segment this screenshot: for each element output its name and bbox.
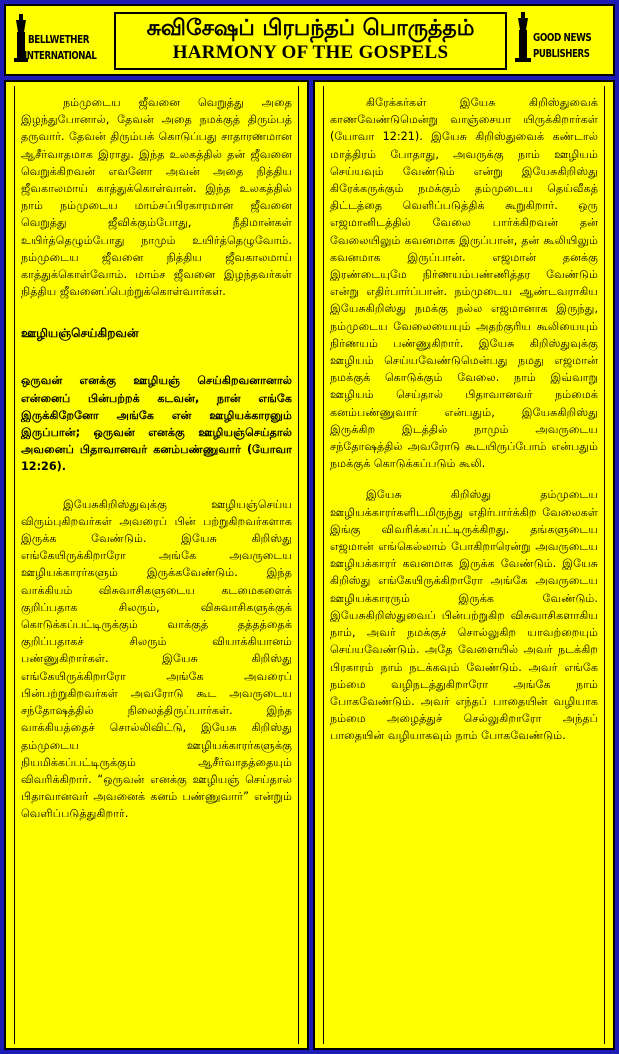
title-english: HARMONY OF THE GOSPELS [172, 42, 449, 63]
title-box [114, 12, 507, 70]
right-column [313, 80, 615, 1050]
logo-right-line1: GOOD NEWS [533, 31, 592, 44]
logo-left-line1: BELLWETHER [28, 33, 90, 46]
scripture-quote: ஒருவன் எனக்கு ஊழியஞ் செய்கிறவனானால் என்னைப் பின்பற்றக் கடவன், நான் எங்கே இருக்கிறேனோ அங்கே என் ஊழியக்காரனும் இருப்பான்; ஒருவன் எனக்கு ஊழியஞ்செய்தால் அவனைப் பிதாவானவர் கனம்பண்ணுவார் (யோவா 12:26). [21, 374, 292, 474]
logo-right-line2: PUBLISHERS [533, 47, 590, 60]
section-heading: ஊழியஞ்செய்கிறவன் [21, 326, 139, 341]
right-paragraph-2: இயேசு கிறிஸ்து தம்முடைய ஊழியக்காரர்களிடமிருந்து எதிர்பார்க்கிற வேலைகள் இங்கு விவரிக்கப்பட்டிருக்கிறது. தங்களுடைய எஜமான் எங்கெல்லாம் போகிறாரென்று அவருடைய ஊழியக்காரர் கவனமாக இருக்க வேண்டும். இயேசு கிறிஸ்து எங்கேயிருக்கிறாரோ அங்கே அவருடைய ஊழியக்காரரும் இருக்க வேண்டும். இயேசுகிறிஸ்துவைப் பின்பற்றுகிற விசுவாசிகளாகிய நாம், அவர் நமக்குச் சொல்லுகிற யாவற்றையும் செய்யவேண்டும். அதே வேளையில் அவர் நடக்கிற பிரகாரம் நாம் நடக்கவும் வேண்டும். அவர் எங்கே நம்மை வழிநடத்துகிறாரோ அங்கே நாம் போகவேண்டும். அவர் எந்தப் பாதையின் வழியாக நம்மை அழைத்துச் செல்லுகிறாரோ அந்தப் பாதையின் வழியாகவும் நாம் போகவேண்டும். [330, 488, 598, 743]
logo-left-line2: INTERNATIONAL [24, 49, 97, 62]
tower-icon [515, 12, 531, 64]
left-column [4, 80, 309, 1050]
right-column-inner [323, 86, 605, 1044]
right-paragraph-1: கிரேக்கர்கள் இயேசு கிறிஸ்துவைக் காணவேண்டுமென்று வாஞ்சையா யிருக்கிறார்கள் (யோவா 12:21). இயேசு கிறிஸ்துவைக் கண்டால் மாத்திரம் போதாது, அவருக்கு நாம் ஊழியம் செய்யவும் வேண்டும் என்று இயேசுகிறிஸ்து கிரேக்கருக்கும் நமக்கும் தம்முடைய தெய்வீகத் திட்டத்தை வெளிப்படுத்திக் கூறுகிறார். ஒரு எஜமானிடத்தில் வேலை பார்க்கிறவன் தன் வேலையிலும் கவனமாக இருப்பான், தன் கூலியிலும் கவனமாக இருப்பான். எஜமான் தனக்கு இரண்டையுமே நிர்ணயம்பண்ணித்தர வேண்டும் என்று எதிர்பார்ப்பான். நம்முடைய ஆண்டவராகிய இயேசுகிறிஸ்து நமக்கு நல்ல எஜமானாக இருந்து, நம்முடைய வேலையையும் அதற்குரிய கூலியையும் நிர்ணயம் பண்ணுகிறார். இயேசு கிறிஸ்துவுக்கு ஊழியம் செய்யவேண்டுமென்பது நமது எஜமான் நமக்குக் கொடுக்கும் வேலை. நாம் இவ்வாறு ஊழியம் செய்தால் பிதாவானவர் நம்மைக் கனம்பண்ணுவார் என்பதும், இயேசுகிறிஸ்து இருக்கிற இடத்தில் நாமும் அவருடைய சந்தோஷத்தில் அவரோடு கூடயிருப்போம் என்பதும் நமக்குக் கொடுக்கப்படும் கூலி. [330, 96, 598, 471]
left-paragraph-2: இயேசுகிறிஸ்துவுக்கு ஊழியஞ்செய்ய விரும்புகிறவர்கள் அவரைப் பின் பற்றுகிறவர்களாக இருக்க வேண்டும். இயேசு கிறிஸ்து எங்கேயிருக்கிறாரோ அங்கே அவருடைய ஊழியக்காரர்களும் இருக்கவேண்டும். இந்த வாக்கியம் விசுவாசிகளுடைய கடமைகளைக் குறிப்பதாக சிலரும், விசுவாசிகளுக்குக் கொடுக்கப்பட்டிருக்கும் வாக்குத் தத்தத்தைக் குறிப்பதாகச் சிலரும் வியாக்கியானம் பண்ணுகிறார்கள். இயேசு கிறிஸ்து எங்கேயிருக்கிறாரோ அங்கே அவரைப் பின்பற்றுகிறவர்கள் அவரோடு கூட அவருடைய சந்தோஷத்தில் நிலைத்திருப்பார்கள். இந்த வாக்கியத்தைச் சொல்லிவிட்டு, இயேசு கிறிஸ்து தம்முடைய ஊழியக்காரர்களுக்கு நியமிக்கப்பட்டிருக்கும் ஆசீர்வாதத்தையும் விவரிக்கிறார். “ஒருவன் எனக்கு ஊழியஞ் செய்தால் பிதாவானவர் அவனைக் கனம் பண்ணுவார்” என்றும் வெளிப்படுத்துகிறார். [21, 497, 292, 821]
title-tamil: சுவிசேஷப் பிரபந்தப் பொருத்தம் [146, 16, 475, 41]
bellwether-logo [12, 12, 104, 68]
good-news-logo [515, 12, 607, 68]
left-paragraph-1: நம்முடைய ஜீவனை வெறுத்து அதை இழந்துபோனால், தேவன் அதை நமக்குத் திரும்பத் தருவார். தேவன் திரும்பக் கொடுப்பது சாதாரணமான ஆசீர்வாதமாக இராது. இந்த உலகத்தில் தன் ஜீவனை வெறுக்கிறவன் எவனோ அவன் அதை நித்திய ஜீவகாலமாய் காத்துக்கொள்வான். இந்த உலகத்தில் நாம் நம்முடைய மாம்சப்பிரகாரமான ஜீவனை வெறுத்து ஜீவிக்கும்போது, நீதிமான்கள் உயிர்த்தெழும்போது நாமும் உயிர்த்தெழுவோம். நம்முடைய ஜீவனை நித்திய ஜீவகாலமாய் காத்துக்கொள்வோம். மாம்ச ஜீவனை இழந்தவர்கள் நித்திய ஜீவனைப்பெற்றுக்கொள்வார்கள். [21, 96, 292, 299]
page-header [4, 4, 615, 76]
left-column-inner [14, 86, 299, 1044]
